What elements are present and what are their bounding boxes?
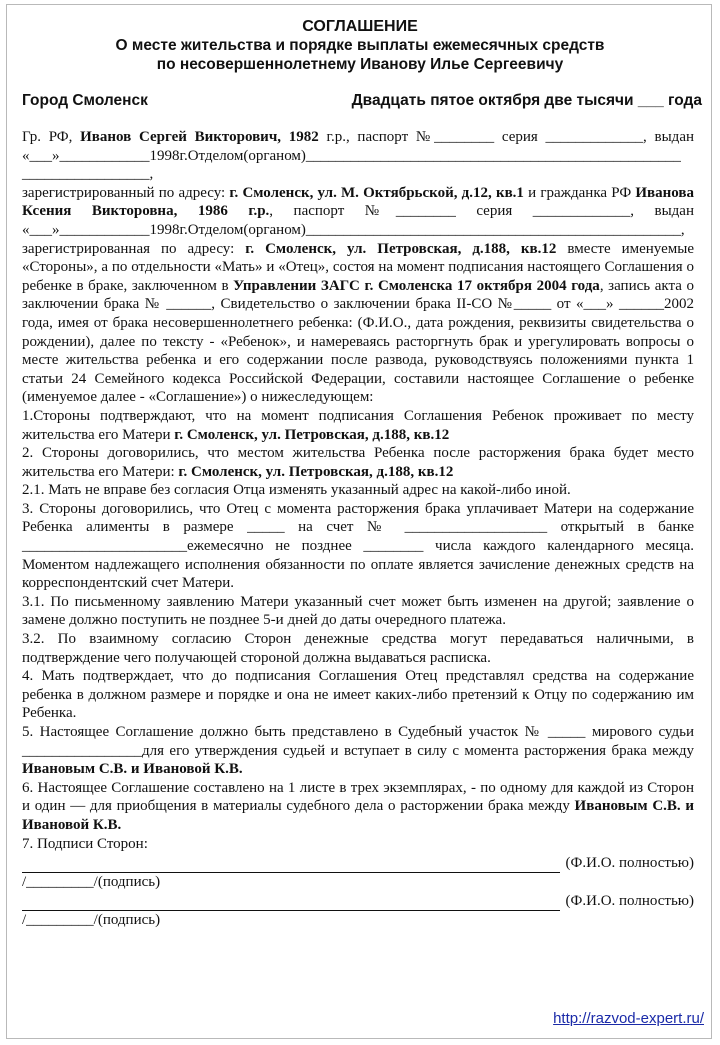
document-body: [22, 128, 694, 930]
fio-label: (Ф.И.О. полностью): [565, 893, 694, 910]
text-span: вместе именуемые «Стороны», а по отдельности «Мать» и «Отец», состоя на момент подписания настоящего Соглашения о ребенке в браке, заключенном в: [22, 240, 694, 294]
zags-office: Управлении ЗАГС г. Смоленска 17 октября 2004 года: [233, 277, 600, 294]
clause-6-names: Ивановым С.В. и Ивановой К.В.: [22, 798, 695, 833]
text-span: 6. Настоящее Соглашение составлено на 1 листе в трех экземплярах, - по одному для каждой из Сторон и один — для приобщения в материалы судебного дела о расторжении брака между: [22, 779, 694, 815]
signature-line: [22, 858, 560, 873]
party2-address: г. Смоленск, ул. Петровская, д.188, кв.12: [245, 240, 557, 257]
document-subtitle-line2: по несовершеннолетнему Иванову Илье Сергеевичу: [156, 56, 564, 73]
website-link[interactable]: http://razvod-expert.ru/: [553, 1010, 704, 1027]
signature-row-1: [22, 854, 694, 873]
signature-row-2: [22, 892, 694, 911]
sign-label: /_________/(подпись): [22, 873, 161, 890]
text-span: зарегистрированная по адресу:: [22, 240, 246, 257]
clause-5-names: Ивановым С.В. и Ивановой К.В.: [22, 761, 243, 778]
document-subtitle-line1: О месте жительства и порядке выплаты ежемесячных средств: [115, 37, 605, 54]
document-title: СОГЛАШЕНИЕ: [302, 18, 418, 35]
clause-2-address: г. Смоленск, ул. Петровская, д.188, кв.12: [178, 463, 454, 480]
clause-1: [22, 407, 694, 444]
clause-3: 3. Стороны договорились, что Отец с момента расторжения брака уплачивает Матери на содержание Ребенка алименты в размере _____ на счет № ___________________ открытый в банке ______________________ежемесячно не позднее ________ числа каждого календарного месяца. Моментом надлежащего исполнения обязанности по оплате является зачисление денежных средств на корреспондентский счет Матери.: [22, 500, 694, 592]
party1-name: Иванов Сергей Викторович, 1982: [80, 129, 319, 145]
signature-line: [22, 896, 560, 911]
text-span: 1.Стороны подтверждают, что на момент подписания Соглашения Ребенок проживает по месту жительства его Матери: [22, 407, 694, 443]
date: Двадцать пятое октября две тысячи ___ года: [351, 92, 702, 109]
clause-6: [22, 779, 694, 835]
text-span: Гр. РФ,: [22, 129, 81, 145]
text-span: 5. Настоящее Соглашение должно быть представлено в Судебный участок № _____ мирового судьи ________________для его утверждения судьей и вступает в силу с момента расторжения брака между: [22, 724, 694, 759]
text-span: и гражданка РФ: [523, 184, 636, 201]
clause-7: 7. Подписи Сторон:: [22, 835, 148, 852]
clause-2-1: 2.1. Мать не вправе без согласия Отца изменять указанный адрес на какой-либо иной.: [22, 482, 571, 499]
clause-3-2: 3.2. По взаимному согласию Сторон денежные средства могут передаваться наличными, в подтверждение чего получающей стороной должна выдаваться расписка.: [22, 631, 694, 666]
clause-1-address: г. Смоленск, ул. Петровская, д.188, кв.12: [174, 426, 450, 443]
place: Город Смоленск: [22, 92, 148, 109]
text-span: , паспорт №________ серия _____________, выдан «___»____________1998г.Отделом(органом)__________________________________________________,: [22, 203, 694, 238]
party2-name: Иванова Ксения Викторовна, 1986 г.р.: [22, 184, 694, 220]
fio-label: (Ф.И.О. полностью): [565, 855, 694, 872]
clause-3-1: 3.1. По письменному заявлению Матери указанный счет может быть изменен на другой; заявление о замене должно поступить не позднее 5-и дней до даты очередного платежа.: [22, 593, 694, 629]
clause-4: 4. Мать подтверждает, что до подписания Соглашения Отец представлял средства на содержание ребенка в должном размере и порядке и она не имеет каких-либо претензий к Отцу по содержанию им Ребенка.: [22, 668, 694, 722]
parties-paragraph: [22, 128, 694, 407]
text-span: зарегистрированный по адресу:: [22, 184, 230, 201]
sign-label: /_________/(подпись): [22, 911, 161, 928]
clause-5: [22, 723, 694, 779]
clause-2: [22, 444, 694, 481]
place-date-row: [22, 92, 702, 110]
text-span: г.р., паспорт №________ серия _____________, выдан «___»____________1998г.Отделом(органом)__________________________________________________ _________________,: [22, 129, 695, 183]
text-span: , запись акта о заключении брака № ______, Свидетельство о заключении брака II-СО №_____ от «___» ______2002 года, имея от брака несовершеннолетнего ребенка: (Ф.И.О., дата рождения, реквизиты свидетельства о рождении), далее по тексту - «Ребенок», и намереваясь расторгнуть брак и урегулировать вопросы о месте жительства ребенка и его содержании после развода, руководствуясь положениями пункта 1 статьи 24 Семейного кодекса Российской Федерации, составили настоящее Соглашение о ребенке (именуемое далее - «Соглашение») о нижеследующем:: [22, 277, 694, 406]
party1-address: г. Смоленск, ул. М. Октябрьской, д.12, кв.1: [229, 184, 524, 201]
text-span: 2. Стороны договорились, что местом жительства Ребенка после расторжения брака будет место жительства его Матери:: [22, 445, 694, 480]
